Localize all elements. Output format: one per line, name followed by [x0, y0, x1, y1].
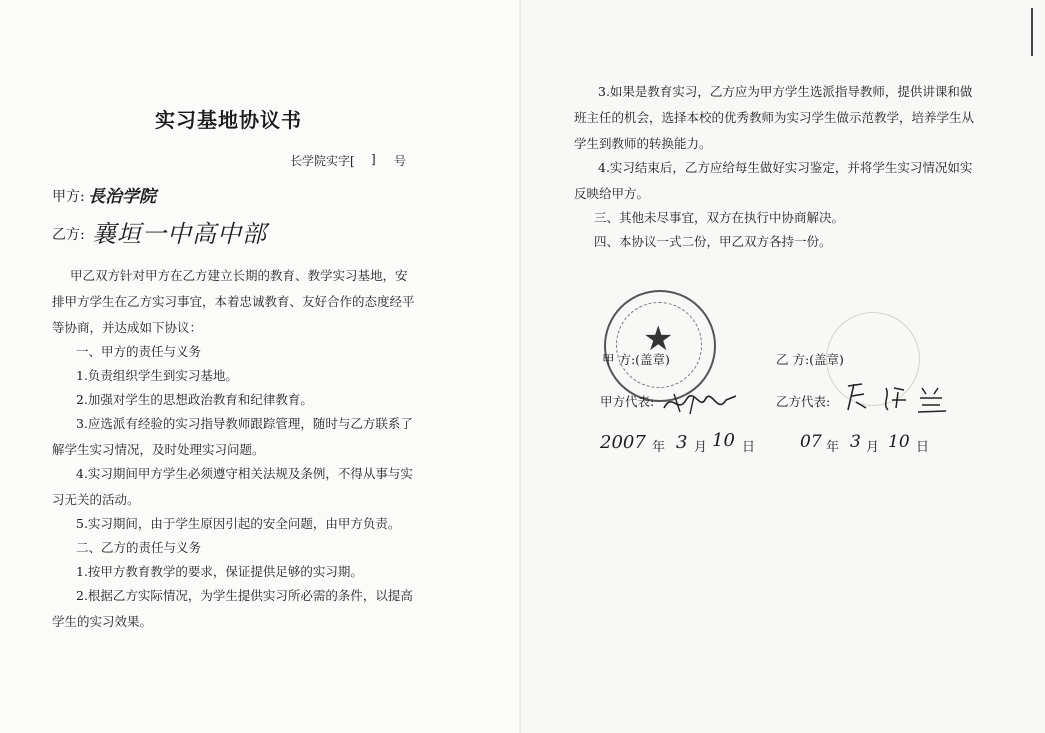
- party-b-rep-label: 乙方代表:: [776, 394, 831, 409]
- party-a-name: 長治学院: [88, 187, 156, 207]
- doc-number-bracket: ]: [371, 152, 376, 166]
- party-a-rep-label: 甲方代表:: [600, 394, 655, 409]
- agreement-line: 等协商，并达成如下协议：: [52, 320, 203, 335]
- agreement-line: 解学生实习情况，及时处理实习问题。: [52, 442, 265, 457]
- document-title: 实习基地协议书: [155, 108, 302, 132]
- party-b-date-yue: 月: [866, 440, 880, 455]
- party-a-date-day: 10: [712, 430, 735, 451]
- agreement-line: 2.加强对学生的思想政治教育和纪律教育。: [76, 392, 313, 407]
- seal-star-icon: ★: [643, 319, 674, 359]
- agreement-line: 4.实习结束后，乙方应给每生做好实习鉴定，并将学生实习情况如实: [598, 160, 973, 175]
- party-a-label: 甲方:: [52, 189, 85, 205]
- party-a-date-nian: 年: [652, 440, 666, 455]
- agreement-line: 1.按甲方教育教学的要求，保证提供足够的实习期。: [76, 564, 363, 579]
- section-heading: 二、乙方的责任与义务: [76, 540, 202, 555]
- party-b-date-ri: 日: [916, 440, 930, 455]
- doc-number-suffix: 号: [394, 154, 407, 168]
- agreement-line: 2.根据乙方实际情况，为学生提供实习所必需的条件，以提高: [76, 588, 413, 603]
- party-b-label: 乙方:: [52, 227, 85, 243]
- party-b-date-month: 3: [850, 432, 861, 452]
- doc-number-label: 长学院实字[: [290, 154, 355, 168]
- agreement-line: 习无关的活动。: [52, 492, 140, 507]
- agreement-line: 甲乙双方针对甲方在乙方建立长期的教育、教学实习基地，安: [70, 268, 408, 283]
- page-gutter: [519, 0, 521, 733]
- party-a-seal-label: 甲 方:(盖章): [602, 352, 670, 367]
- party-a-date-year: 2007: [600, 432, 646, 453]
- scan-edge-mark: [1031, 8, 1033, 56]
- party-b-date-year: 07: [800, 432, 822, 452]
- agreement-line: 3.如果是教育实习，乙方应为甲方学生选派指导教师，提供讲课和做: [598, 84, 973, 99]
- party-a-signature: [660, 386, 740, 418]
- agreement-line: 4.实习期间甲方学生必须遵守相关法规及条例，不得从事与实: [76, 466, 413, 481]
- party-a-date-yue: 月: [694, 440, 708, 455]
- section-heading: 三、其他未尽事宜，双方在执行中协商解决。: [594, 210, 845, 225]
- agreement-line: 3.应选派有经验的实习指导教师跟踪管理，随时与乙方联系了: [76, 416, 413, 431]
- agreement-line: 反映给甲方。: [574, 186, 650, 201]
- agreement-line: 学生到教师的转换能力。: [574, 136, 712, 151]
- party-a-date-month: 3: [676, 432, 688, 453]
- party-b-date-day: 10: [888, 432, 910, 452]
- party-b-name-handwritten: 襄垣一中高中部: [92, 220, 267, 248]
- agreement-line: 班主任的机会，选择本校的优秀教师为实习学生做示范教学，培养学生从: [574, 110, 975, 125]
- party-b-seal-label: 乙 方:(盖章): [776, 352, 844, 367]
- agreement-line: 排甲方学生在乙方实习事宜，本着忠诚教育、友好合作的态度经平: [52, 294, 415, 309]
- party-b-date-nian: 年: [826, 440, 840, 455]
- agreement-line: 5.实习期间，由于学生原因引起的安全问题，由甲方负责。: [76, 516, 401, 531]
- agreement-line: 1.负责组织学生到实习基地。: [76, 368, 238, 383]
- party-a-date-ri: 日: [742, 440, 756, 455]
- party-b-signature: [842, 378, 952, 416]
- section-heading: 一、甲方的责任与义务: [76, 344, 202, 359]
- agreement-line: 学生的实习效果。: [52, 614, 153, 629]
- section-heading: 四、本协议一式二份，甲乙双方各持一份。: [594, 234, 832, 249]
